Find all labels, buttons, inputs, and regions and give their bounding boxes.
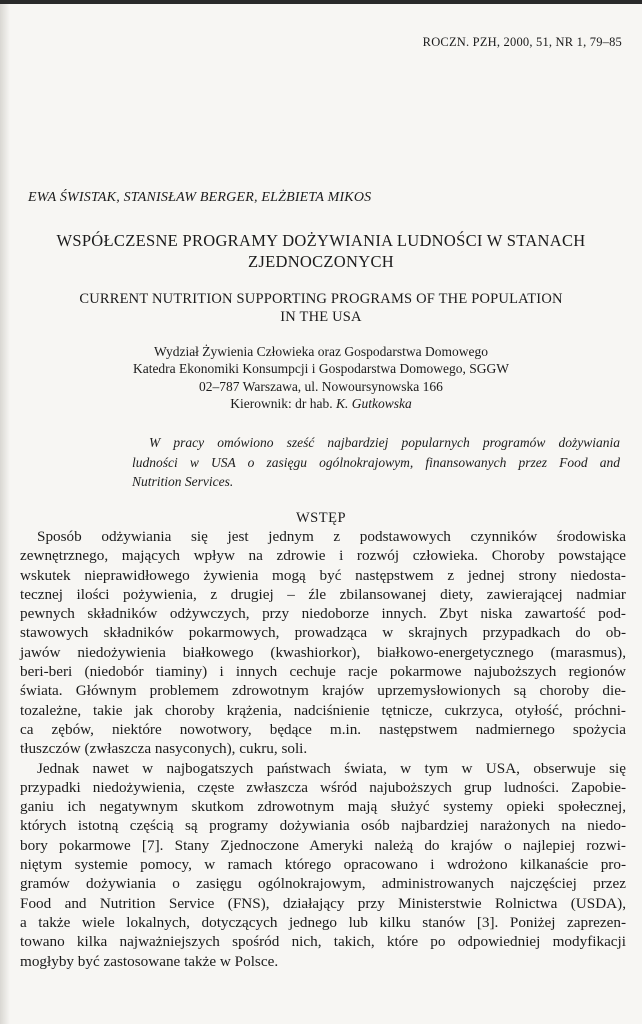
title-english <box>20 290 622 326</box>
body-line: ca zębów, niektóre nowotwory, będące m.in. następstwem nadmiernego spożycia <box>20 720 626 738</box>
abstract-line: Nutrition Services. <box>132 474 234 489</box>
body-line: jawów niedożywienia białkowego (kwashiorkor), białkowo-energetycznego (marasmus), <box>20 643 626 661</box>
authors: EWA ŚWISTAK, STANISŁAW BERGER, ELŻBIETA MIKOS <box>28 190 372 205</box>
title-polish <box>20 230 622 272</box>
affiliation-head <box>20 395 622 412</box>
body-line: pewnych składników odżywczych, przy niedoborze innych. Zbyt niska zawartość pod- <box>20 605 626 623</box>
body-line: zewnętrznego, mających wpływ na zdrowie i rozwój człowieka. Choroby powstające <box>20 547 626 565</box>
body-text <box>20 527 626 971</box>
body-line: ganiu ich negatywnym skutkom zdrowotnym mają służyć systemy opieki społecznej, <box>20 798 626 816</box>
body-line: a także wiele lokalnych, dotyczących jednego lub kilku stanów [3]. Poniżej zaprezen- <box>20 913 626 931</box>
abstract <box>132 433 620 492</box>
body-line: mogłyby być zastosowane także w Polsce. <box>20 952 279 970</box>
scan-edge-shadow <box>0 0 10 1024</box>
body-line: niętym systemie pomocy, w ramach którego opracowano i wdrożono kilkanaście pro- <box>20 856 626 874</box>
affiliation-faculty: Wydział Żywienia Człowieka oraz Gospodarstwa Domowego <box>154 344 488 359</box>
top-border <box>0 0 642 4</box>
body-line: świata. Głównym problemem zdrowotnym krajów uprzemysłowionych są choroby die- <box>20 682 626 700</box>
body-line: towano kilka najważniejszych spośród nich, takich, które po odpowiedniej modyfikacji <box>20 933 626 951</box>
body-line: tłuszczów (zwłaszcza nasyconych), cukru, soli. <box>20 740 308 758</box>
body-line: bory pokarmowe [7]. Stany Zjednoczone Ameryki należą do krajów o najlepiej rozwi- <box>20 836 626 854</box>
title-english-line-2: IN THE USA <box>280 309 362 325</box>
body-line: beri-beri (niedobór tiaminy) i innych cechuje racje pokarmowe najuboższych regionów <box>20 663 626 681</box>
affiliation <box>20 343 622 412</box>
body-line: stawowych składników pokarmowych, prowadząca w skrajnych przypadkach do ob- <box>20 624 626 642</box>
abstract-line: W pracy omówiono sześć najbardziej popularnych programów dożywiania <box>149 435 620 450</box>
affiliation-address: 02–787 Warszawa, ul. Nowoursynowska 166 <box>199 378 443 394</box>
head-name: K. Gutkowska <box>335 395 412 411</box>
body-line: Sposób odżywiania się jest jednym z podstawowych czynników środowiska <box>37 528 626 545</box>
title-english-line-1: CURRENT NUTRITION SUPPORTING PROGRAMS OF THE POPULATION <box>79 291 563 307</box>
title-polish-line-2: ZJEDNOCZONYCH <box>248 252 394 271</box>
head-label: Kierownik: dr hab. <box>230 395 333 411</box>
body-line: wskutek nieprawidłowego żywienia mogą być następstwem z jednej strony niedosta- <box>20 566 626 584</box>
journal-reference: ROCZN. PZH, 2000, 51, NR 1, 79–85 <box>422 35 622 49</box>
body-line: Jednak nawet w najbogatszych państwach świata, w tym w USA, obserwuje się <box>37 759 626 777</box>
body-line: tozależne, takie jak choroby krążenia, nadciśnienie tętnicze, cukrzyca, otyłość, próchni- <box>20 701 626 719</box>
abstract-line: ludności w USA o zasięgu ogólnokrajowym, finansowanych przez Food and <box>132 454 620 470</box>
body-line: przypadki niedożywienia, częste zwłaszcza wśród najuboższych grup ludności. Zapobie- <box>20 778 626 796</box>
section-heading: WSTĘP <box>295 510 347 526</box>
body-line: tecznej ilości pożywienia, z drugiej – źle zbilansowanej diety, zawierającej nadmiar <box>20 585 626 603</box>
body-line: których istotną częścią są programy dożywiania osób najbardziej narażonych na niedo- <box>20 817 626 835</box>
body-line: Food and Nutrition Service (FNS), działający przy Ministerstwie Rolnictwa (USDA), <box>20 894 626 912</box>
title-polish-line-1: WSPÓŁCZESNE PROGRAMY DOŻYWIANIA LUDNOŚCI W STANACH <box>56 231 586 250</box>
body-line: gramów dożywiania o zasięgu ogólnokrajowym, administrowanych najczęściej przez <box>20 875 626 893</box>
affiliation-department: Katedra Ekonomiki Konsumpcji i Gospodarstwa Domowego, SGGW <box>132 361 510 377</box>
